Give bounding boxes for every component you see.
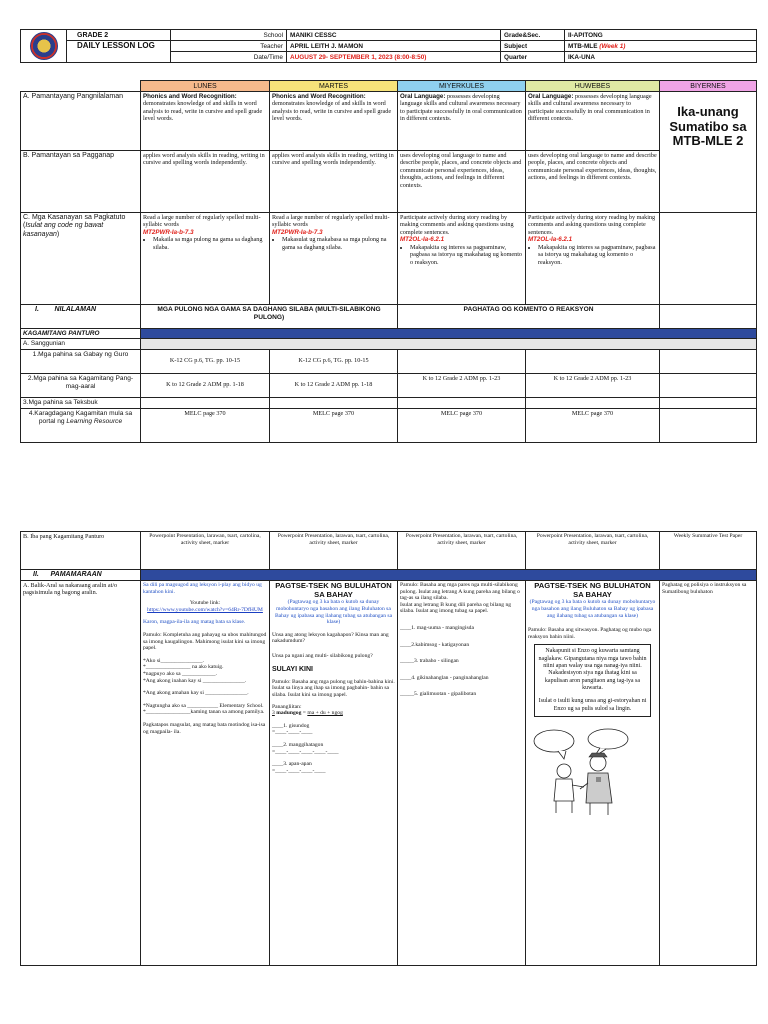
subject-value (565, 41, 757, 52)
p2-b-biy: Weekly Summative Test Paper (660, 532, 757, 570)
day-biyernes: BIYERNES (660, 81, 757, 92)
gradesec-value: II-APITONG (565, 30, 757, 41)
martes-panangliitan: Panangliitan: (272, 703, 302, 710)
c-huw (526, 213, 660, 305)
gradesec-label: Grade&Sec. (501, 30, 565, 41)
lesson-table-page2 (20, 531, 757, 966)
miy-item-2: ____2.kabimsog - katigayonan (400, 641, 470, 648)
deped-seal-cell (21, 30, 67, 63)
lunes-intro: Sa dili pa magsugod ang leksyon i-play ang bidyo ug kantahon kini. (143, 582, 262, 595)
c-label-part1: C. Mga Kasanayan sa Pagkatuto ( (23, 214, 126, 230)
miy-pamulo-2: Isulat ang letrang B kung dili pareha og bilang ng silaba. Isulat ang imong tubag sa papel. (400, 601, 512, 615)
subject-week: (Week 1) (599, 42, 626, 50)
c-miy-text: Participate actively during story reading by making comments and asking questions using complete sentences. (400, 214, 514, 236)
c-biy (660, 213, 757, 305)
biyernes-title: Ika-unang Sumatibo sa MTB-MLE 2 (669, 104, 747, 149)
a-lunes (141, 92, 270, 151)
sanggunian-label: A. Sanggunian (21, 339, 141, 350)
ii-num: II. (33, 571, 39, 578)
p2-b-lunes: Powerpoint Presentation, larawan, tsart, cartolina, activity sheet, marker (141, 532, 270, 570)
lunes-line-2: *________________ na ako katuig. (143, 664, 224, 671)
martes-item-2: ____2. manggihatagon (272, 742, 324, 748)
lunes-line-5: *Ang akong amahan kay si _______________. (143, 690, 249, 697)
b-martes: applies word analysis skills in reading, writing in cursive and spelling words independently. (270, 151, 398, 213)
lunes-line-4: *Ang akong inahan kay si _______________. (143, 677, 247, 684)
p2-a-miy (398, 581, 526, 966)
huw-story: Nakapunit si Enzo og kuwarta samtang naglakaw. Gipangutana niya mga tawo bahin niini apan walay usa nga nanag-iya niini. Nakadesisyon siya nga ihatag kini sa kapulisan aron pangitaon ang tag-iya sa kuwarta. (538, 648, 647, 691)
lunes-pamulo: Pamulo: Kompletuha ang pahayag sa ubos mahitungod sa imong kaugalingon. Mahimong isulat kini sa imong papel. (143, 631, 267, 652)
p2-b-miy: Powerpoint Presentation, larawan, tsart, cartolina, activity sheet, marker (398, 532, 526, 570)
r2-huw: K to 12 Grade 2 ADM pp. 1-23 (526, 373, 660, 397)
a-huw-text: possesses developing language skills and cultural awareness necessary to participate successfully in oral communication in different contexts. (528, 93, 652, 123)
martes-q1: Unsa ang atong leksyon kagahapon? Kinsa man ang nakadumdum? (272, 631, 389, 645)
martes-item-1: ____1. gisundog (272, 722, 310, 729)
school-value: MANIKI CESSC (287, 30, 501, 41)
r1-miy (398, 349, 526, 373)
r4-label-text: 4.Karagdagang Kagamitan mula sa portal ng (28, 409, 133, 425)
r2-label: 2.Mga pahina sa Kagamitang Pang-mag-aaral (21, 373, 141, 397)
a-martes-text: demonstrates knowledge of and skills in word analysis to read, write in cursive and spell grade level words. (272, 100, 392, 123)
r1-martes: K-12 CG p.6, TG. pp. 10-15 (270, 349, 398, 373)
c-lunes-code: MT2PWR-Ia-b-7.3 (143, 228, 194, 236)
a-martes (270, 92, 398, 151)
p2-b-label: B. Iba pang Kagamitang Panturo (21, 532, 141, 570)
r3-biy (660, 397, 757, 408)
teacher-label: Teacher (171, 41, 287, 52)
martes-title: PAGTSE-TSEK NG BULUHATON SA BAHAY (275, 581, 392, 599)
quarter-value: IKA-UNA (565, 52, 757, 63)
miy-pamulo: Pamulo: Basaha ang mga pares nga multi-silabikong pulong. Isulat ang letrang A kung pareha ang bilang o tag-as sa ilang silaba. (400, 582, 520, 602)
r2-lunes: K to 12 Grade 2 ADM pp. 1-18 (141, 373, 270, 397)
corner-cell (21, 81, 141, 92)
p2-a-biy: Paghatag og polisiya o instruksyon sa Sumatibong buluhaton (660, 581, 757, 966)
lunes-yt-label: Youtube link: (189, 600, 221, 607)
row-c-label (21, 213, 141, 305)
martes-item-3: ____3. apan-apan (272, 761, 312, 768)
i-biy (660, 305, 757, 329)
c-huw-text: Participate actively during story reading by making comments and asking questions using complete sentences. (528, 214, 656, 236)
miy-item-3: _____3. trabaho - silingan (400, 658, 459, 665)
martes-ex-num: 3 (272, 710, 275, 717)
r3-martes (270, 397, 398, 408)
lunes-line-6: *Nagtungha ako sa ___________ Elementary School. (143, 702, 264, 709)
r1-biy (660, 349, 757, 373)
row-a-label: A. Pamantayang Pangnilalaman (21, 92, 141, 151)
r1-lunes: K-12 CG p.6, TG. pp. 10-15 (141, 349, 270, 373)
p2-a-huw (526, 581, 660, 966)
date-value: AUGUST 29- SEPTEMBER 1, 2023 (8:00-8:50) (287, 52, 501, 63)
deped-seal-logo (30, 32, 58, 60)
a-miy (398, 92, 526, 151)
martes-item-3-blanks: =____-____-____-____ (272, 767, 326, 774)
huw-story-instruction: Isulat o isulti kung unsa ang gi-estoryahan ni Enzo ug sa pulis sulod sa lingin. (538, 698, 647, 712)
i-label: NILALAMAN (54, 306, 97, 313)
c-label-part2: ) (56, 230, 60, 238)
c-martes-bullet: • Makasulat ug makabasa sa mga pulong na gama sa daghang silaba. (282, 236, 395, 251)
huw-story-box (534, 644, 651, 717)
row-ii-label (21, 570, 141, 581)
row-i-label (21, 305, 141, 329)
lesson-table-page1 (20, 80, 757, 443)
huw-instr: (Pagtawag og 3 ka bata o kutob sa dunay mobohuntaryo nga basahon ang ilang Buluhaton sa Bahay ug ipabasa ang ilahang tubag sa atubangan sa klase) (529, 599, 656, 619)
date-label: Date/Time (171, 52, 287, 63)
c-martes (270, 213, 398, 305)
kagamitang-band (141, 329, 757, 339)
c-huw-code: MT2OL-Ia-6.2.1 (528, 236, 573, 244)
r4-huw: MELC page 370 (526, 408, 660, 442)
r3-label: 3.Mga pahina sa Teksbuk (21, 397, 141, 408)
subject-label: Subject (501, 41, 565, 52)
r4-lunes: MELC page 370 (141, 408, 270, 442)
a-lunes-bold: Phonics and Word Recognition: (143, 93, 237, 100)
r3-miy (398, 397, 526, 408)
day-lunes: LUNES (141, 81, 270, 92)
kagamitang-label: KAGAMITANG PANTURO (21, 329, 141, 339)
b-huw: uses developing oral language to name and describe people, places, and concrete objects and communicate personal experiences, ideas, thoughts, actions, and feelings in different contexts. (526, 151, 660, 213)
day-huwebes: HUWEBES (526, 81, 660, 92)
c-martes-text: Read a large number of regularly spelled multi-syllabic words (272, 214, 390, 229)
r4-miy: MELC page 370 (398, 408, 526, 442)
c-huw-bullet: • Makapakita og interes sa pagpaminaw, pagbasa sa istorya ug makahatag ug komento o reaksyon. (538, 244, 657, 266)
a-martes-bold: Phonics and Word Recognition: (272, 93, 366, 100)
r4-label-italic: Learning Resource (66, 417, 123, 425)
lunes-line-1: *Ako si_______________. (143, 657, 204, 664)
grade-label: GRADE 2 (67, 30, 171, 41)
martes-pamulo: Pamulo: Basaha ang mga pulong ug bahin-bahina kini. Isulat sa linya ang ihap sa imong pagbahin- bahin sa silaba. Isulat kini sa imong papel. (272, 678, 395, 699)
log-title: DAILY LESSON LOG (67, 41, 171, 63)
martes-item-2-blanks: =____-____-____-____-____ (272, 748, 339, 755)
martes-item-1-blanks: =____-____-____ (272, 729, 313, 736)
c-label-italic: Isulat ang code ng bawat kasanayan (23, 222, 104, 238)
miy-item-1: ____1. mag-uuma - mangingisda (400, 624, 474, 631)
row-b-label: B. Pamantayan sa Pagganap (21, 151, 141, 213)
p2-a-label: A. Balik-Aral sa nakaraang aralin at/o pagsisimula ng bagong aralin. (21, 581, 141, 966)
c-lunes (141, 213, 270, 305)
c-lunes-text: Read a large number of regularly spelled multi-syllabic words (143, 214, 261, 229)
a-huw (526, 92, 660, 151)
p2-b-martes: Powerpoint Presentation, larawan, tsart, cartolina, activity sheet, marker (270, 532, 398, 570)
huw-pamulo: Pamulo: Basaha ang sitwasyon. Paghatag og mubo nga reaksyon bahin niini. (528, 627, 652, 640)
martes-ex-parts: ma + du + ngog (307, 710, 343, 717)
r3-huw (526, 397, 660, 408)
r1-huw (526, 349, 660, 373)
enzo-police-illustration (528, 727, 632, 815)
header-table (20, 29, 757, 63)
sanggunian-band (141, 339, 757, 350)
a-lunes-text: demonstrates knowledge of and skills in word analysis to read, write in cursive and spell grade level words. (143, 100, 263, 123)
pamamaraan-band (141, 570, 757, 581)
ii-label: PAMAMARAAN (50, 571, 102, 578)
lunes-line-7: *________________kaming tanan sa among pamilya. (143, 709, 265, 716)
c-miy-bullet: • Makapakita og interes sa pagpaminaw, pagbasa sa istorya ug makahatag ug komento o reaksyon. (410, 244, 523, 266)
martes-q2: Unsa pa ngani ang multi- silabikong pulong? (272, 653, 373, 659)
i-num: I. (35, 306, 39, 313)
huw-title: PAGTSE-TSEK NG BULUHATON SA BAHAY (534, 581, 651, 599)
day-martes: MARTES (270, 81, 398, 92)
lunes-youtube-link[interactable]: https://www.youtube.com/watch?v=64Rr-7DfHUM (147, 606, 263, 613)
biyernes-title-cell (660, 92, 757, 213)
i-lunes-martes: MGA PULONG NGA GAMA SA DAGHANG SILABA (MULTI-SILABIKONG PULONG) (141, 305, 398, 329)
day-miyerkules: MIYERKULES (398, 81, 526, 92)
teacher-value: APRIL LEITH J. MAMON (287, 41, 501, 52)
subject-name: MTB-MLE (568, 42, 598, 50)
martes-ex-word: madungog (276, 710, 302, 717)
i-miy-huw: PAGHATAG OG KOMENTO O REAKSYON (398, 305, 660, 329)
r3-lunes (141, 397, 270, 408)
miy-item-4: ____4. gikinahanglan - panginahanglan (400, 674, 489, 681)
r2-biy (660, 373, 757, 397)
a-huw-bold: Oral Language: (528, 93, 574, 100)
c-martes-code: MT2PWR-Ia-b-7.3 (272, 228, 323, 236)
c-miy (398, 213, 526, 305)
p2-b-huw: Powerpoint Presentation, larawan, tsart, cartolina, activity sheet, marker (526, 532, 660, 570)
b-miy: uses developing oral language to name and describe people, places, and concrete objects and communicate personal experiences, ideas, thoughts, actions, and feelings in different contexts. (398, 151, 526, 213)
a-miy-bold: Oral Language: (400, 93, 446, 100)
miy-item-5: _____5. gialimuotan - gipalibotan (400, 691, 477, 698)
martes-instr: (Pagtawag og 3 ka bata o kutob sa dunay mobohuntaryo nga basahon ang ilang Buluhaton sa Bahay ug ipabasa ang ilahang tubag sa atubangan sa klase) (274, 599, 393, 626)
b-lunes: applies word analysis skills in reading, writing in cursive and spelling words independently. (141, 151, 270, 213)
lunes-line-3: *nagpuyo ako sa ____________. (143, 670, 217, 677)
r2-martes: K to 12 Grade 2 ADM pp. 1-18 (270, 373, 398, 397)
p2-a-lunes (141, 581, 270, 966)
r4-martes: MELC page 370 (270, 408, 398, 442)
a-miy-text: possesses developing language skills and cultural awareness necessary to participate successfully in oral communication in different contexts. (400, 93, 522, 123)
r1-label: 1.Mga pahina sa Gabay ng Guro (21, 349, 141, 373)
c-lunes-bullet: • Makaila sa mga pulong na gama sa daghang silaba. (153, 236, 267, 251)
r4-biy (660, 408, 757, 442)
quarter-label: Quarter (501, 52, 565, 63)
martes-example: 3 madungog = ma + du + ngog (272, 710, 343, 717)
r4-label (21, 408, 141, 442)
r2-miy: K to 12 Grade 2 ADM pp. 1-23 (398, 373, 526, 397)
lunes-karon: Karon, magpa-ila-ila ang matag bata sa klase. (143, 619, 246, 626)
lunes-closing: Pagkatapos magsulat, ang matag bata motindog isa-isa og magpaila- ila. (143, 721, 266, 735)
p2-a-martes (270, 581, 398, 966)
c-miy-code: MT2OL-Ia-6.2.1 (400, 236, 445, 244)
school-label: School (171, 30, 287, 41)
martes-sulayi: SULAYI KINI (272, 665, 313, 673)
